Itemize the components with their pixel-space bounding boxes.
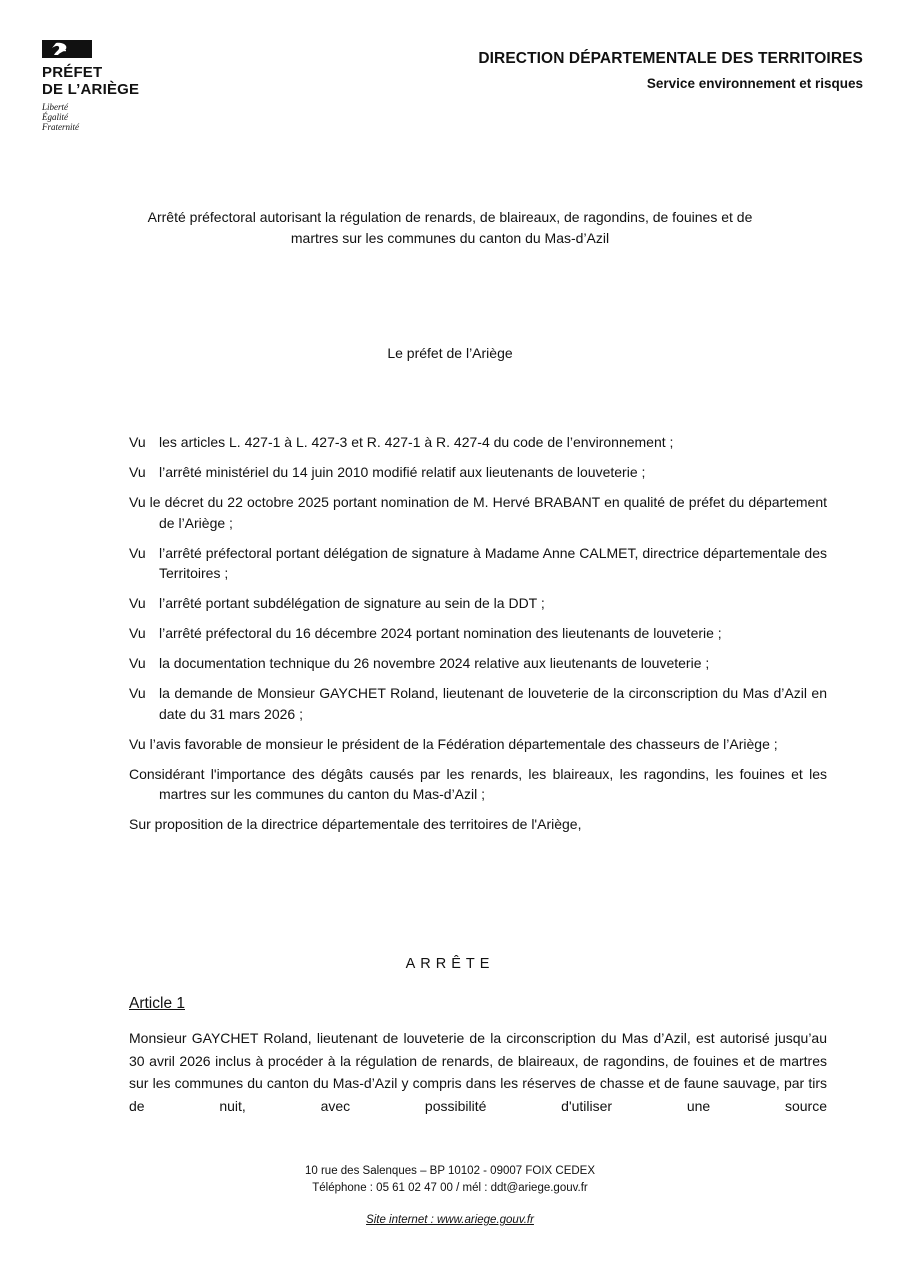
- visa-text: la demande de Monsieur GAYCHET Roland, lieutenant de louveterie de la circonscription du Mas d’Azil en date du 31 mars 2026 ;: [159, 685, 827, 722]
- logo-title: [42, 64, 172, 98]
- proposition-item: [129, 814, 827, 835]
- visa-item: [129, 462, 827, 483]
- footer-address: 10 rue des Salenques – BP 10102 - 09007 FOIX CEDEX: [304, 1165, 596, 1177]
- arrete-heading: ARRÊTE: [405, 956, 495, 972]
- logo-line1: PRÉFET: [42, 64, 103, 81]
- page-footer: [0, 1163, 900, 1229]
- visa-text: l’avis favorable de monsieur le président de la Fédération départementale des chasseurs de l’Ariège ;: [149, 735, 778, 752]
- considerant-item: [129, 764, 827, 805]
- visa-prefix: Vu: [129, 494, 146, 510]
- visa-text: l’arrêté préfectoral du 16 décembre 2024 portant nomination des lieutenants de louveterie ;: [159, 625, 722, 641]
- motto-egalite: Égalité: [42, 112, 68, 122]
- visa-prefix: Vu: [129, 625, 146, 641]
- visa-prefix: Vu: [129, 735, 146, 752]
- visa-text: l’arrêté préfectoral portant délégation de signature à Madame Anne CALMET, directrice départementale des Territoires ;: [159, 544, 827, 581]
- visa-item: [129, 683, 827, 724]
- visa-item: [129, 653, 827, 674]
- visa-text: la documentation technique du 26 novembre 2024 relative aux lieutenants de louveterie ;: [159, 655, 710, 671]
- visa-text: les articles L. 427-1 à L. 427-3 et R. 427-1 à R. 427-4 du code de l’environnement ;: [159, 434, 674, 450]
- footer-contact: Téléphone : 05 61 02 47 00 / mél : ddt@ariege.gouv.fr: [312, 1182, 588, 1194]
- document-title: [80, 207, 820, 249]
- visa-prefix: Vu: [129, 464, 146, 480]
- proposition-text: Sur proposition de la directrice départementale des territoires de l'Ariège,: [129, 816, 582, 832]
- visa-prefix: Vu: [129, 595, 146, 611]
- visa-prefix: Vu: [129, 544, 146, 561]
- visa-item: [129, 593, 827, 614]
- considerant-text: Considérant l'importance des dégâts causés par les renards, les blaireaux, les ragondins, les fouines et les martres sur les communes du canton du Mas-d’Azil ;: [129, 765, 827, 802]
- service-name: Service environnement et risques: [646, 76, 863, 91]
- visa-item: [129, 734, 827, 755]
- prefecture-logo: [42, 40, 172, 132]
- visa-text: le décret du 22 octobre 2025 portant nomination de M. Hervé BRABANT en qualité de préfet du département de l’Ariège ;: [149, 494, 827, 531]
- visa-item: [129, 492, 827, 533]
- footer-website-link[interactable]: Site internet : www.ariege.gouv.fr: [366, 1214, 534, 1226]
- visa-item: [129, 432, 827, 453]
- visa-text: l’arrêté ministériel du 14 juin 2010 modifié relatif aux lieutenants de louveterie ;: [159, 464, 646, 480]
- marianne-icon: [42, 40, 92, 58]
- visa-prefix: Vu: [129, 655, 146, 671]
- article-1-title: Article 1: [129, 995, 185, 1012]
- header-issuer: [478, 50, 863, 91]
- motto-fraternite: Fraternité: [42, 122, 79, 132]
- visa-item: [129, 543, 827, 584]
- logo-line2: DE L’ARIÈGE: [42, 81, 140, 98]
- visa-prefix: Vu: [129, 685, 146, 701]
- republic-motto: [42, 102, 172, 132]
- title-line-2: martres sur les communes du canton du Mas-d’Azil: [290, 230, 610, 246]
- direction-name: DIRECTION DÉPARTEMENTALE DES TERRITOIRES: [478, 50, 863, 67]
- title-line-1: Arrêté préfectoral autorisant la régulation de renards, de blaireaux, de ragondins, de fouines et de: [147, 209, 753, 225]
- visas-list: [129, 432, 827, 844]
- visa-item: [129, 623, 827, 644]
- article-1-body: Monsieur GAYCHET Roland, lieutenant de louveterie de la circonscription du Mas d’Azil, est autorisé jusqu’au 30 avril 2026 inclus à procéder à la régulation de renards, de blaireaux, de ragondins, de fouines et de martres sur les communes du canton du Mas-d’Azil y compris dans les réserves de chasse et de faune sauvage, par tirs de nuit, avec possibilité d'utiliser une source: [129, 1030, 827, 1114]
- visa-prefix: Vu: [129, 434, 146, 450]
- prefet-line: Le préfet de l’Ariège: [387, 345, 513, 361]
- visa-text: l’arrêté portant subdélégation de signature au sein de la DDT ;: [159, 595, 545, 611]
- motto-liberte: Liberté: [42, 102, 68, 112]
